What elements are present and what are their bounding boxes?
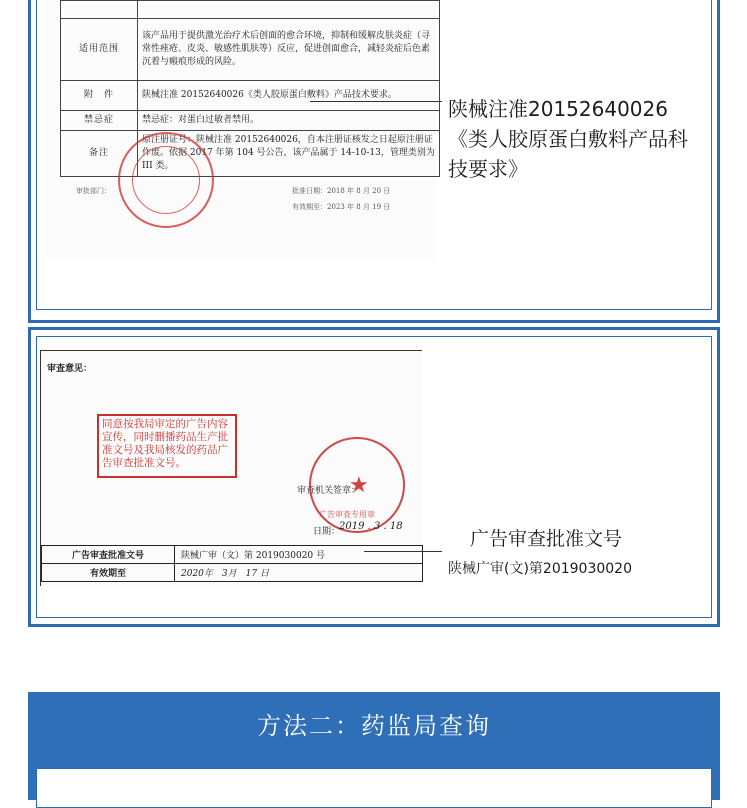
bottom-frame-inner [36,768,712,808]
method-two-banner: 方法二：药监局查询 [28,692,720,760]
row-label-remarks: 备注 [61,131,138,177]
callout-1-line2: 《类人胶原蛋白敷料产品科 [448,127,688,151]
agency-seal-label: 审查机关签章： [297,486,361,496]
row-text-contraindication: 禁忌症：对蛋白过敏者禁用。 [138,111,440,131]
footer-valid-label: 有效期至 [42,564,175,582]
row-text-remarks: 原注册证号：陕械注准 20152640026，自本注册证核发之日起原注册证作废。依据 2017 年第 104 号公告，该产品属于 14-10-13，管理类别为 III 类。 [138,131,440,177]
callout-2-title: 广告审查批准文号 [470,528,623,550]
review-date-value: 2019 . 3 . 18 [339,521,403,532]
review-seal-text: 广告审查专用章 [319,510,375,519]
row-label-scope: 适用范围 [61,19,138,81]
row-label-contraindication: 禁忌症 [61,111,138,131]
row-text-scope: 该产品用于提供激光治疗术后创面的愈合环境，抑制和缓解皮肤炎症（寻常性痤疮、皮炎、敏感性肌肤等）反应，促进创面愈合，减轻炎症后色素沉着与瘢痕形成的风险。 [138,19,440,81]
row-label-attachment: 附 件 [61,81,138,111]
review-date-label: 日期： [313,527,341,537]
callout-2-line [364,551,442,552]
approval-date: 批准日期：2018 年 8 月 20 日 [292,187,391,195]
footer-approval-label: 广告审查批准文号 [42,546,175,564]
row-text-attachment: 陕械注准 20152640026《类人胶原蛋白敷料》产品技术要求。 [138,81,440,111]
footer-valid-value: 2020年 3月 17 日 [175,564,423,582]
registration-seal-inner-icon [132,146,200,214]
review-heading: 审查意见： [47,364,93,374]
review-star-icon: ★ [349,473,369,498]
valid-until: 有效期至：2023 年 8 月 19 日 [292,203,391,211]
callout-1-line3: 技要求》 [448,157,528,181]
callout-2-value: 陕械广审(文)第2019030020 [448,561,632,577]
callout-1-line [310,101,442,102]
approval-dept: 审批部门： [76,187,111,195]
footer-approval-value: 陕械广审（文）第 2019030020 号 [175,546,423,564]
registration-document [46,0,436,260]
registration-table [60,0,440,177]
review-red-box: 同意按我局审定的广告内容宣传，同时删播药品生产批准文号及我局核发的药品广告审查批准文号。 [97,414,237,478]
callout-1-line1: 陕械注准20152640026 [448,97,668,121]
